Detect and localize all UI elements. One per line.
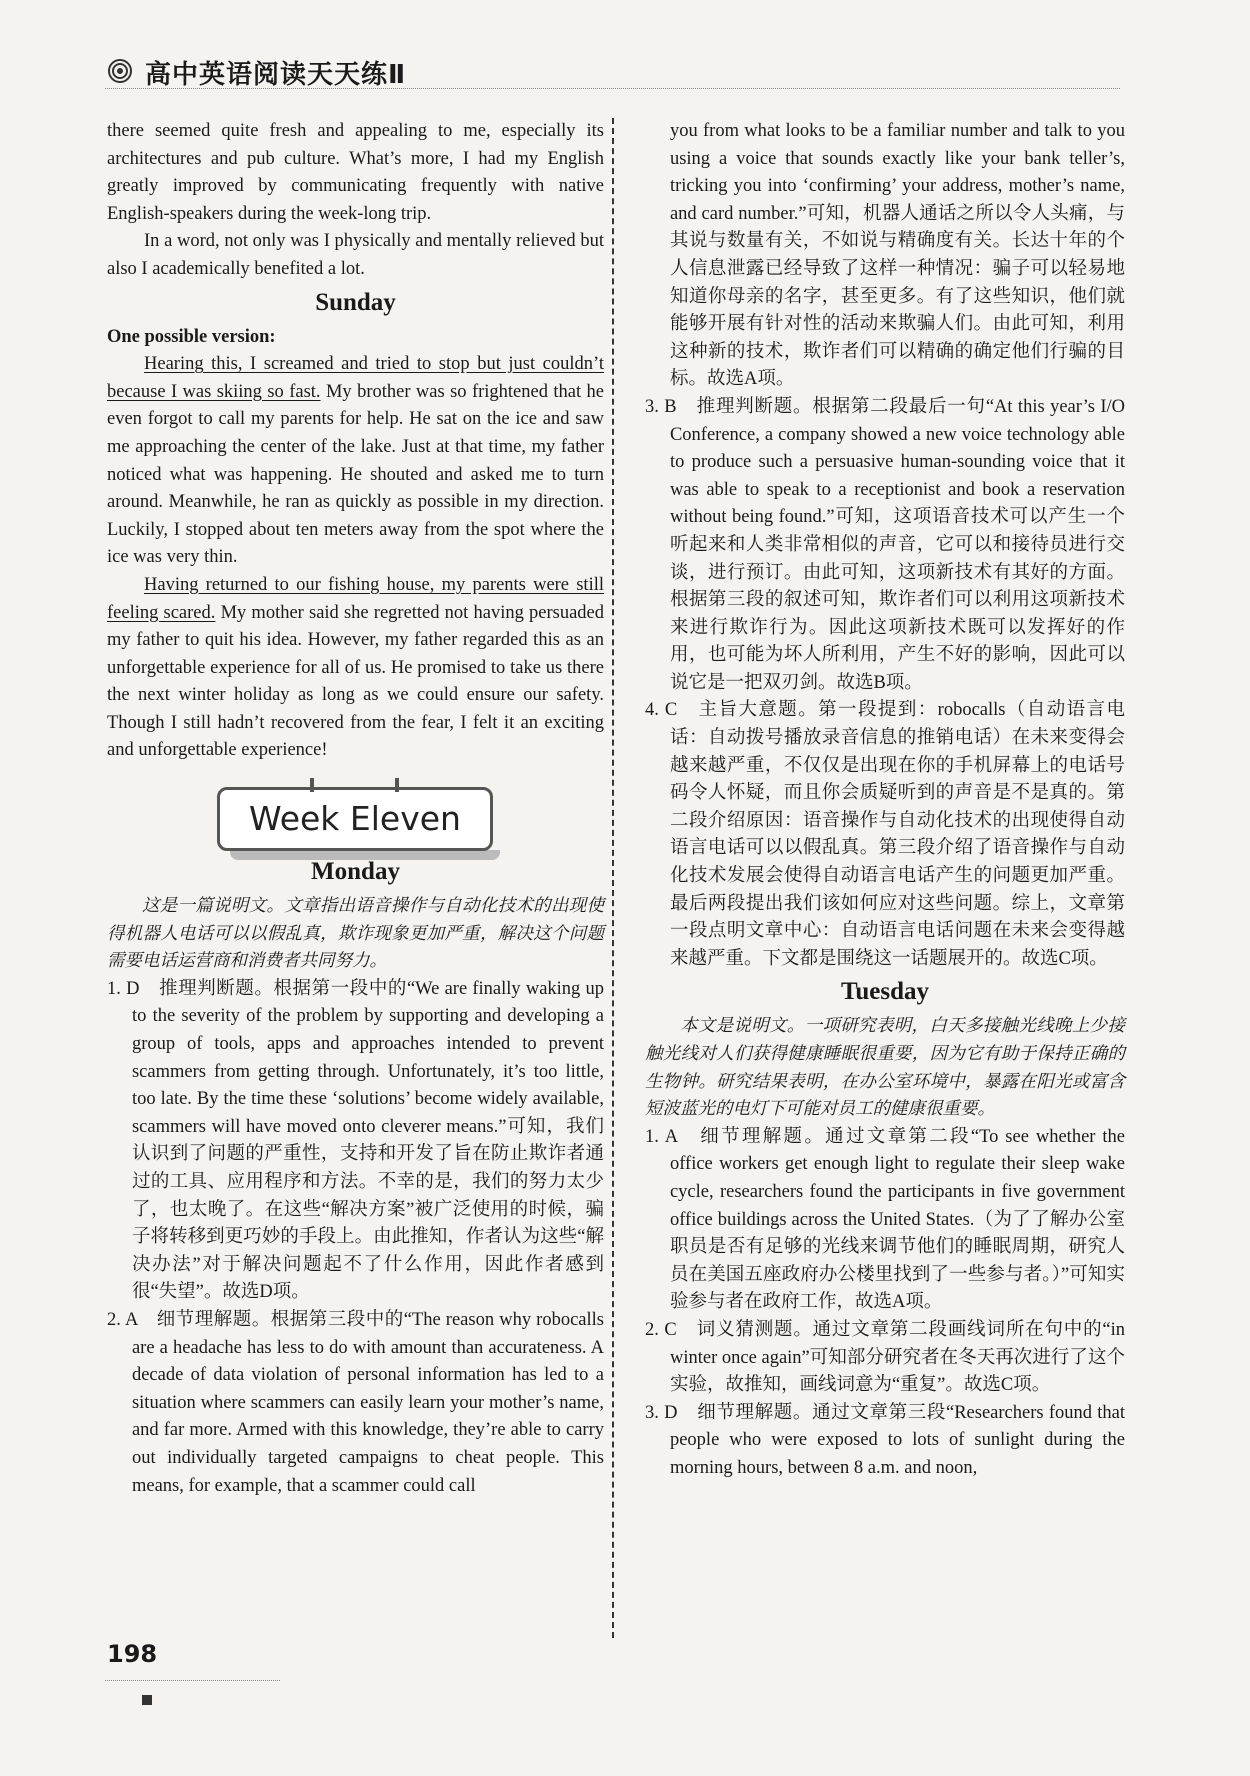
column-divider: [612, 118, 614, 1638]
left-column: [107, 118, 604, 1500]
section-heading-tuesday: Tuesday: [840, 978, 929, 1006]
paragraph: In a word, not only was I physically and mentally relieved but also I academically benefited a lot.: [107, 231, 604, 279]
paragraph-text: My mother said she regretted not having persuaded my father to quit his idea. However, my father regarded this as an unforgettable experience for all of us. He promised to take us there the next winter holiday as long as we could ensure our safety. Though I still hadn’t recovered from the fear, I felt it an exciting and unforgettable experience!: [107, 602, 604, 761]
spiral-logo-icon: [107, 58, 133, 84]
answer-item: 3. D 细节理解题。通过文章第三段“Researchers found that people who were exposed to lots of sunlight during the morning hours, between 8 a.m. and noon,: [645, 1402, 1125, 1478]
week-label: Week Eleven: [249, 799, 461, 839]
footer-square-icon: [142, 1695, 152, 1705]
passage-summary: 本文是说明文。一项研究表明，白天多接触光线晚上少接触光线对人们获得健康睡眠很重要，因为它有助于保持正确的生物钟。研究结果表明，在办公室环境中，暴露在阳光或富含短波蓝光的电灯下可能对员工的健康很重要。: [645, 1016, 1125, 1120]
paragraph: there seemed quite fresh and appealing to me, especially its architectures and pub culture. What’s more, I had my English greatly improved by communicating frequently with native English-speakers during the week-long trip.: [107, 121, 604, 224]
header-divider: [105, 88, 1120, 89]
answer-item: 2. C 词义猜测题。通过文章第二段画线词所在句中的“in winter once again”可知部分研究者在冬天再次进行了这个实验，故推知，画线词意为“重复”。故选C项。: [645, 1319, 1125, 1396]
answer-continuation: you from what looks to be a familiar number and talk to you using a voice that sounds exactly like your bank teller’s, tricking you into ‘confirming’ your address, mother’s name, and card number.”可知，机器人通话之所以令人头痛，与其说与数量有关，不如说与精确度有关。长达十年的个人信息泄露已经导致了这样一种情况：骗子可以轻易地知道你母亲的名字，甚至更多。有了这些知识，他们就能够开展有针对性的活动来欺骗人们。由此可知，利用这种新的技术，欺诈者们可以精确的确定他们行骗的目标。故选A项。: [669, 121, 1125, 390]
paragraph: [107, 572, 604, 765]
paragraph: [107, 351, 604, 572]
answer-item: 4. C 主旨大意题。第一段提到：robocalls（自动语言电话：自动拨号播放录音信息的推销电话）在未来变得会越来越严重，不仅仅是出现在你的手机屏幕上的电话号码令人怀疑，而且你会质疑听到的声音是不是真的。第二段介绍原因：语音操作与自动化技术的出现使得自动语言电话可以以假乱真。第三段介绍了语音操作与自动化技术发展会使得自动语言电话产生的问题更加严重。最后两段提出我们该如何应对这些问题。综上，文章第一段点明文章中心：自动语言电话问题在未来会变得越来越严重。下文都是围绕这一话题展开的。故选C项。: [645, 700, 1125, 969]
binder-ring-icon: [395, 778, 399, 792]
answer-item: 2. A 细节理解题。根据第三段中的“The reason why robocalls are a headache has less to do with amount than accurateness. A decade of data violation of personal information has led to a situation where scammers can easily learn your mother’s name, and far more. Armed with this knowledge, they’re able to carry out individually targeted campaigns to cheat people. This means, for example, that a scammer could call: [107, 1309, 604, 1496]
week-banner: [217, 787, 493, 851]
section-heading-monday: Monday: [311, 858, 400, 886]
page-header: [105, 52, 1120, 88]
book-title: 高中英语阅读天天练Ⅱ: [145, 60, 407, 90]
answer-item: 1. D 推理判断题。根据第一段中的“We are finally waking up to the severity of the problem by supporting and developing a group of tools, apps and approaches intended to prevent scammers from getting through. Unfortunately, it’s too little, too late. By the time these ‘solutions’ become widely available, scammers will have moved onto cleverer means.”可知，我们认识到了问题的严重性，支持和开发了旨在防止欺诈者通过的工具、应用程序和方法。不幸的是，我们的努力太少了，也太晚了。在这些“解决方案”被广泛使用的时候，骗子将转移到更巧妙的手段上。由此推知，作者认为这些“解决办法”对于解决问题起不了什么作用，因此作者感到很“失望”。故选D项。: [107, 978, 604, 1303]
page-number: 198: [107, 1640, 158, 1668]
underlined-sentence: Hearing this, I screamed and tried to stop but just couldn’t because I was skiing so fast.: [107, 354, 604, 402]
version-label: One possible version:: [107, 326, 276, 347]
answer-item: 3. B 推理判断题。根据第二段最后一句“At this year’s I/O Conference, a company showed a new voice technology able to produce such a persuasive human-sounding voice that it was able to speak to a receptionist and book a reservation without being found.”可知，这项语音技术可以产生一个听起来和人类非常相似的声音，它可以和接待员进行交谈，进行预订。由此可知，这项新技术有其好的方面。根据第三段的叙述可知，欺诈者们可以利用这项新技术来进行欺诈行为。因此这项新技术既可以发挥好的作用，也可能为坏人所利用，产生不好的影响，因此可以说它是一把双刃剑。故选B项。: [645, 396, 1125, 693]
section-heading-sunday: Sunday: [315, 288, 396, 316]
footer-divider: [105, 1680, 280, 1681]
binder-ring-icon: [310, 778, 314, 792]
underlined-sentence: Having returned to our fishing house, my parents were still feeling scared.: [107, 574, 604, 623]
right-column: [645, 118, 1125, 1483]
passage-summary: 这是一篇说明文。文章指出语音操作与自动化技术的出现使得机器人电话可以以假乱真，欺诈现象更加严重，解决这个问题需要电话运营商和消费者共同努力。: [107, 896, 604, 972]
paragraph-text: My brother was so frightened that he even forgot to call my parents for help. He sat on the ice and saw me approaching the center of the lake. Just at that time, my father noticed what was happening. He shouted and asked me to turn around. Meanwhile, he ran as quickly as possible in my direction. Luckily, I stopped about ten meters away from the spot where the ice was very thin.: [107, 381, 604, 568]
answer-item: 1. A 细节理解题。通过文章第二段“To see whether the office workers get enough light to regulate their sleep wake cycle, researchers found the participants in five government office buildings across the United States.（为了了解办公室职员是否有足够的光线来调节他们的睡眠周期，研究人员在美国五座政府办公楼里找到了一些参与者。）”可知实验参与者在政府工作，故选A项。: [645, 1126, 1125, 1313]
